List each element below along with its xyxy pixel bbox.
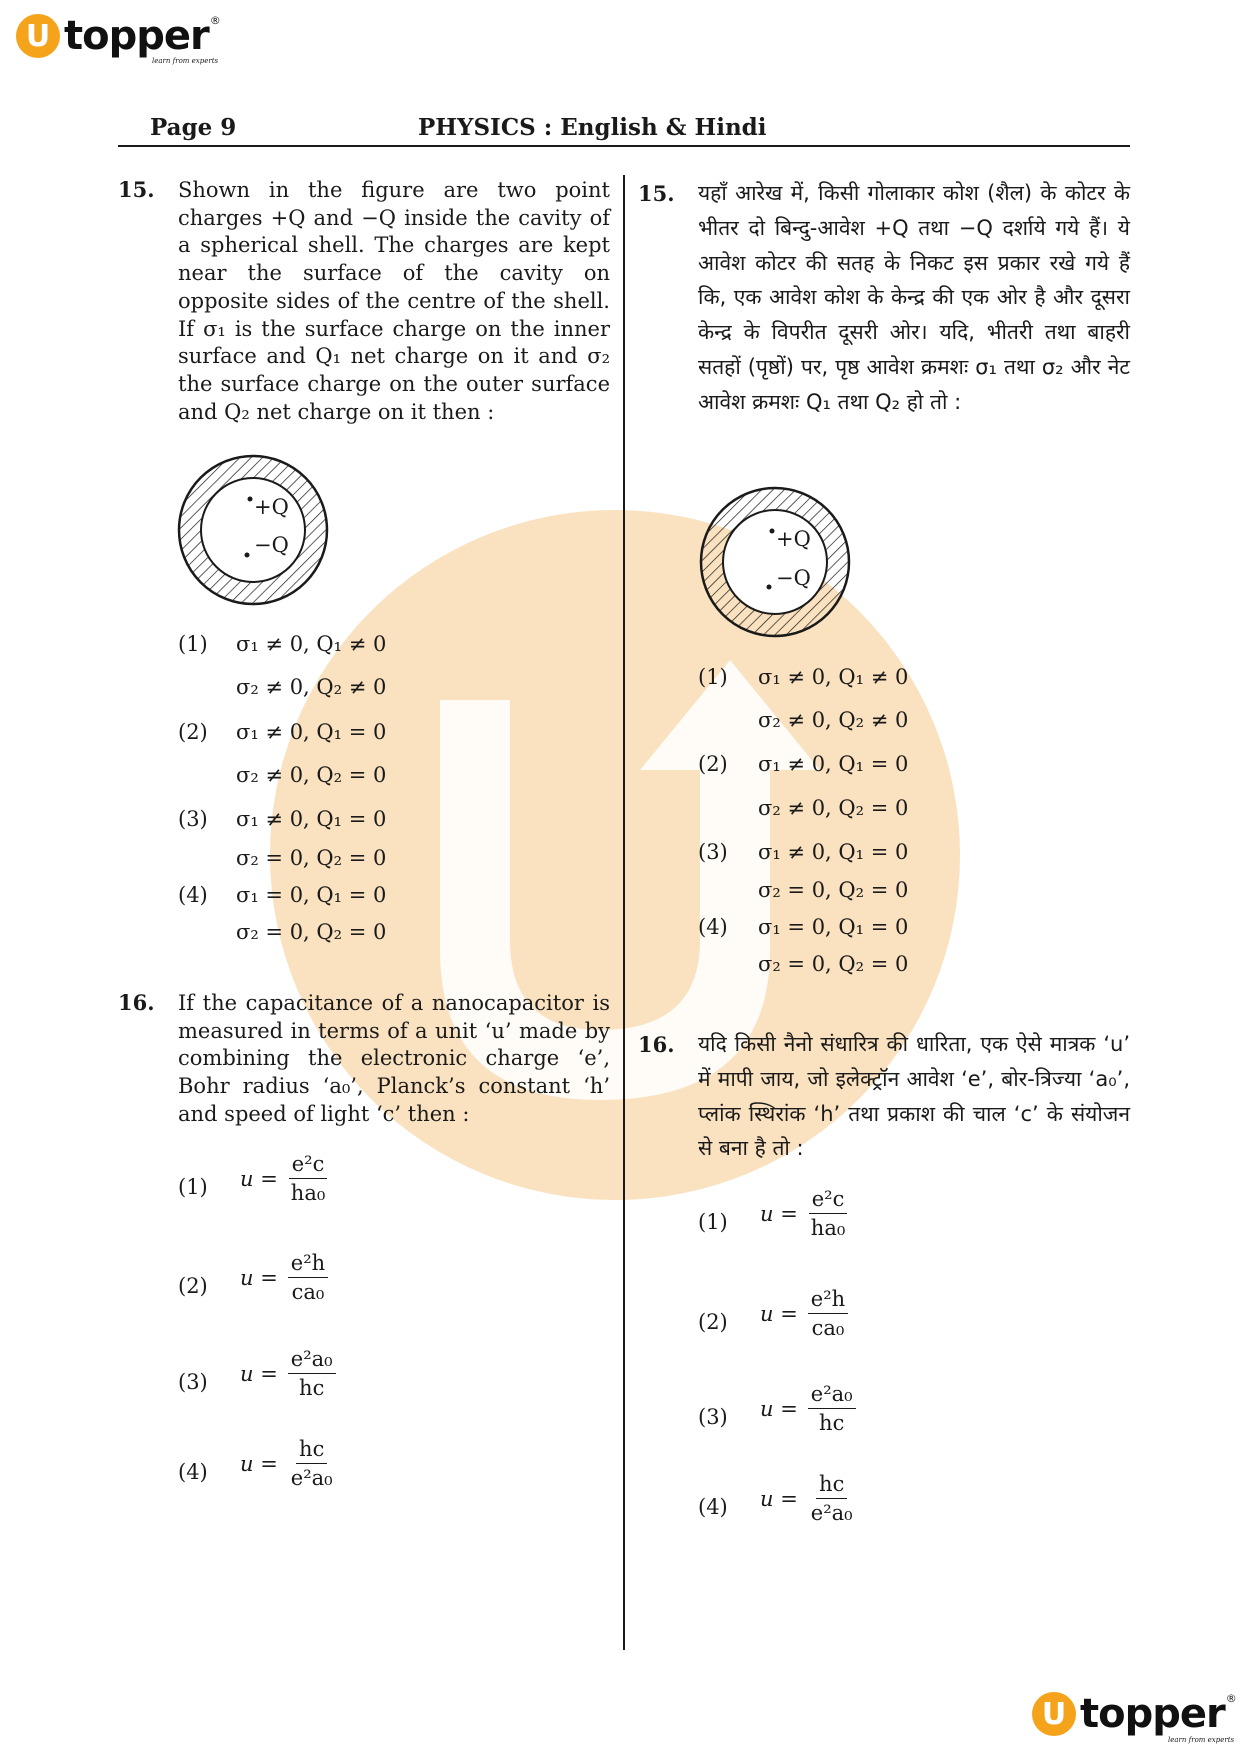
q16-opt4-denominator-en: e²a₀ <box>290 1466 333 1490</box>
q15-opt2-line1-hi: σ₁ ≠ 0, Q₁ = 0 <box>758 752 909 776</box>
q16-number-hi: 16. <box>638 1032 675 1057</box>
q16-opt2-num-en[interactable]: (2) <box>178 1274 208 1298</box>
q16-text-hi: यदि किसी नैनो संधारित्र की धारिता, एक ऐसे मात्रक ‘u’ में मापी जाय, जो इलेक्ट्रॉन आवेश ‘e’, बोर-त्रिज्या ‘a₀’, प्लांक स्थिरांक ‘h’ तथा प्रकाश की चाल ‘c’ के संयोजन से बना है तो : <box>698 1032 1130 1161</box>
q16-opt1-denominator-hi: ha₀ <box>810 1216 846 1240</box>
q16-opt2-expr-en <box>240 1251 328 1304</box>
topper-logo <box>16 14 221 58</box>
q15-opt1-num-hi[interactable]: (1) <box>698 665 728 689</box>
q16-opt1-num-en[interactable]: (1) <box>178 1175 208 1199</box>
q16-opt2-denominator-hi: ca₀ <box>811 1316 845 1340</box>
q15-opt3-line1-en: σ₁ ≠ 0, Q₁ = 0 <box>236 807 387 831</box>
q16-opt2-expr-hi <box>760 1287 848 1340</box>
q16-opt1-numerator-en: e²c <box>289 1152 328 1179</box>
registered-mark-bottom: ® <box>1225 1692 1237 1705</box>
q15-opt1-line1-en: σ₁ ≠ 0, Q₁ ≠ 0 <box>236 632 387 656</box>
q16-opt4-num-en[interactable]: (4) <box>178 1460 208 1484</box>
q16-opt3-lhs-hi: u = <box>760 1396 798 1421</box>
q16-opt1-denominator-en: ha₀ <box>290 1181 326 1205</box>
q15-opt1-line2-hi: σ₂ ≠ 0, Q₂ ≠ 0 <box>758 708 909 732</box>
q15-opt2-line2-en: σ₂ ≠ 0, Q₂ = 0 <box>236 763 387 787</box>
q15-opt1-line1-hi: σ₁ ≠ 0, Q₁ ≠ 0 <box>758 665 909 689</box>
q15-opt4-line2-en: σ₂ = 0, Q₂ = 0 <box>236 920 387 944</box>
q15-opt2-line1-en: σ₁ ≠ 0, Q₁ = 0 <box>236 720 387 744</box>
q16-opt4-lhs-en: u = <box>240 1451 278 1476</box>
q16-opt1-expr-hi <box>760 1187 848 1240</box>
q16-opt4-expr-hi <box>760 1472 856 1525</box>
q15-opt1-line2-en: σ₂ ≠ 0, Q₂ ≠ 0 <box>236 675 387 699</box>
q16-opt4-expr-en <box>240 1437 336 1490</box>
q16-opt4-num-hi[interactable]: (4) <box>698 1495 728 1519</box>
logo-tagline: learn from experts <box>152 57 219 65</box>
spherical-shell-figure <box>176 453 331 608</box>
q16-opt4-lhs-hi: u = <box>760 1486 798 1511</box>
q16-opt1-lhs-hi: u = <box>760 1201 798 1226</box>
q16-opt3-denominator-hi: hc <box>819 1411 845 1435</box>
header-rule <box>118 145 1130 147</box>
q15-opt2-line2-hi: σ₂ ≠ 0, Q₂ = 0 <box>758 796 909 820</box>
q16-opt1-numerator-hi: e²c <box>809 1187 848 1214</box>
q16-opt2-denominator-en: ca₀ <box>291 1280 325 1304</box>
q16-opt3-expr-en <box>240 1347 336 1400</box>
q15-text-en: Shown in the figure are two point charges +Q and −Q inside the cavity of a spherical shell. The charges are kept near the surface of the cavity on opposite sides of the centre of the shell. If σ₁ is the surface charge on the inner surface and Q₁ net charge on it and σ₂ the surface charge on the outer surface and Q₂ net charge on it then : <box>178 178 610 424</box>
q15-opt3-line2-en: σ₂ = 0, Q₂ = 0 <box>236 846 387 870</box>
q16-opt3-denominator-en: hc <box>299 1376 325 1400</box>
q15-opt3-num-hi[interactable]: (3) <box>698 840 728 864</box>
topper-logo-word-bottom: topper <box>1080 1691 1225 1737</box>
q16-opt2-numerator-hi: e²h <box>808 1287 848 1314</box>
spherical-shell-figure-hi <box>698 485 853 640</box>
page-title: PHYSICS : English & Hindi <box>418 114 767 141</box>
fig-plus-q-en: +Q <box>254 495 289 519</box>
q16-number-en: 16. <box>118 990 155 1015</box>
q16-opt3-numerator-hi: e²a₀ <box>808 1382 856 1409</box>
q16-opt3-expr-hi <box>760 1382 856 1435</box>
topper-logo-bottom <box>1032 1692 1237 1736</box>
q16-opt3-numerator-en: e²a₀ <box>288 1347 336 1374</box>
q16-text-en: If the capacitance of a nanocapacitor is measured in terms of a unit ‘u’ made by combining the electronic charge ‘e’, Bohr radius ‘a₀’, Planck’s constant ‘h’ and speed of light ‘c’ then : <box>178 991 610 1126</box>
q15-opt3-line2-hi: σ₂ = 0, Q₂ = 0 <box>758 878 909 902</box>
q15-number-hi: 15. <box>638 181 675 206</box>
q16-opt4-numerator-en: hc <box>296 1437 327 1464</box>
topper-logo-mark-bottom: U <box>1032 1692 1076 1736</box>
q15-opt1-num-en[interactable]: (1) <box>178 632 208 656</box>
q15-opt3-line1-hi: σ₁ ≠ 0, Q₁ = 0 <box>758 840 909 864</box>
q16-opt4-numerator-hi: hc <box>816 1472 847 1499</box>
logo-tagline-bottom: learn from experts <box>1168 1736 1235 1744</box>
q15-opt4-line1-hi: σ₁ = 0, Q₁ = 0 <box>758 915 909 939</box>
q16-opt3-num-en[interactable]: (3) <box>178 1370 208 1394</box>
q15-opt4-line2-hi: σ₂ = 0, Q₂ = 0 <box>758 952 909 976</box>
q16-opt3-lhs-en: u = <box>240 1361 278 1386</box>
topper-logo-mark: U <box>16 14 60 58</box>
q16-opt3-num-hi[interactable]: (3) <box>698 1405 728 1429</box>
topper-logo-word: topper <box>64 13 209 59</box>
q16-opt2-numerator-en: e²h <box>288 1251 328 1278</box>
q15-opt4-num-en[interactable]: (4) <box>178 883 208 907</box>
q15-opt2-num-en[interactable]: (2) <box>178 720 208 744</box>
q16-opt2-lhs-en: u = <box>240 1265 278 1290</box>
q16-opt2-num-hi[interactable]: (2) <box>698 1310 728 1334</box>
q16-opt1-lhs-en: u = <box>240 1166 278 1191</box>
column-divider <box>623 175 625 1650</box>
q16-opt4-denominator-hi: e²a₀ <box>810 1501 853 1525</box>
q16-opt2-lhs-hi: u = <box>760 1301 798 1326</box>
page-number: Page 9 <box>150 114 237 141</box>
fig-minus-q-en: −Q <box>254 533 289 557</box>
q15-text-hi: यहाँ आरेख में, किसी गोलाकार कोश (शैल) के कोटर के भीतर दो बिन्दु-आवेश +Q तथा −Q दर्शाये गये हैं। ये आवेश कोटर की सतह के निकट इस प्रकार रखे गये हैं कि, एक आवेश कोश के केन्द्र की एक ओर है और दूसरा केन्द्र के विपरीत दूसरी ओर। यदि, भीतरी तथा बाहरी सतहों (पृष्ठों) पर, पृष्ठ आवेश क्रमशः σ₁ तथा σ₂ और नेट आवेश क्रमशः Q₁ तथा Q₂ हो तो : <box>698 181 1130 414</box>
q15-number-en: 15. <box>118 177 155 202</box>
registered-mark: ® <box>209 14 221 27</box>
q15-opt2-num-hi[interactable]: (2) <box>698 752 728 776</box>
q16-opt1-num-hi[interactable]: (1) <box>698 1210 728 1234</box>
q15-opt3-num-en[interactable]: (3) <box>178 807 208 831</box>
fig-minus-q-hi: −Q <box>776 566 811 590</box>
q15-opt4-line1-en: σ₁ = 0, Q₁ = 0 <box>236 883 387 907</box>
fig-plus-q-hi: +Q <box>776 527 811 551</box>
q16-opt1-expr-en <box>240 1152 328 1205</box>
q15-opt4-num-hi[interactable]: (4) <box>698 915 728 939</box>
